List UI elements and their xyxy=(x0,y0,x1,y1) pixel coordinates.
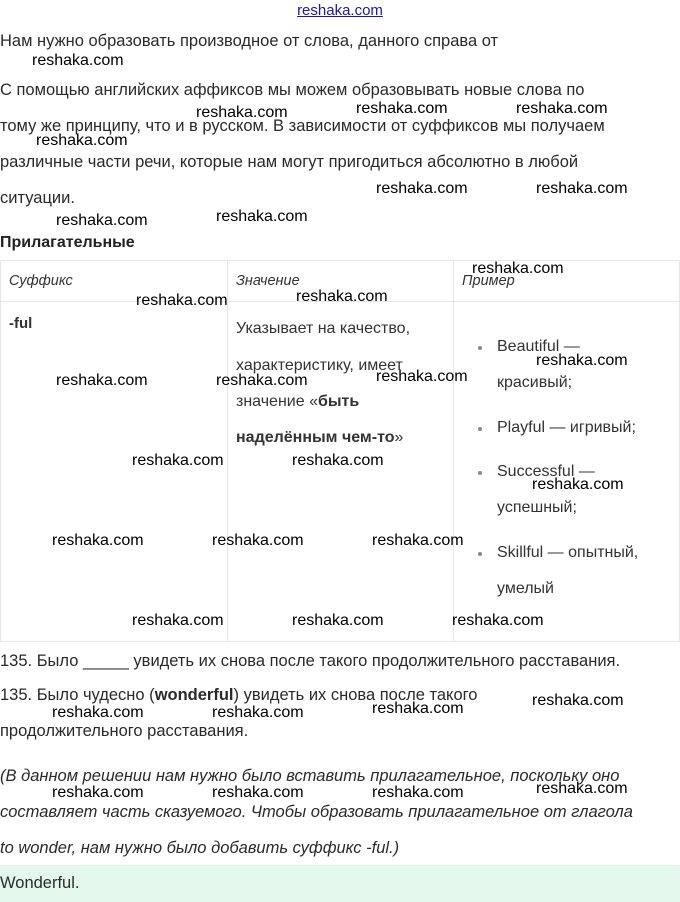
watermark: reshaka.com xyxy=(532,476,624,493)
meaning-bold-text: наделённым чем-то xyxy=(236,429,395,446)
bullet-icon xyxy=(478,427,482,431)
watermark: reshaka.com xyxy=(536,352,628,369)
site-link[interactable]: reshaka.com xyxy=(297,2,383,19)
intro-paragraph-line: различные части речи, которые нам могут пригодиться абсолютно в любой xyxy=(0,153,579,171)
watermark: reshaka.com xyxy=(132,452,224,469)
table-header-suffix: Суффикс xyxy=(9,273,73,289)
section-title: Прилагательные xyxy=(0,234,135,251)
example-item: Skillful — опытный, xyxy=(497,544,639,561)
watermark: reshaka.com xyxy=(36,132,128,149)
watermark: reshaka.com xyxy=(372,532,464,549)
intro-paragraph-line: С помощью английских аффиксов мы можем образовывать новые слова по xyxy=(0,81,585,99)
watermark: reshaka.com xyxy=(536,180,628,197)
example-item: Beautiful — xyxy=(497,338,580,355)
meaning-bold-text: быть xyxy=(317,393,360,410)
bullet-icon xyxy=(478,346,482,350)
suffix-table xyxy=(0,260,680,642)
bullet-icon xyxy=(478,471,482,475)
watermark: reshaka.com xyxy=(212,532,304,549)
watermark: reshaka.com xyxy=(472,260,564,277)
exercise-answer-line: продолжительного расставания. xyxy=(0,722,249,740)
watermark: reshaka.com xyxy=(292,452,384,469)
watermark: reshaka.com xyxy=(372,784,464,801)
meaning-line: Указывает на качество, xyxy=(236,320,411,337)
meaning-line: характеристику, имеет xyxy=(236,357,403,374)
exercise-task: 135. Было _____ увидеть их снова после такого продолжительного расставания. xyxy=(0,652,621,670)
answer-bold-word: wonderful xyxy=(154,686,234,704)
example-item-cont: умелый xyxy=(497,580,554,597)
explanation-line: составляет часть сказуемого. Чтобы образовать прилагательное от глагола xyxy=(0,803,633,821)
watermark: reshaka.com xyxy=(216,372,308,389)
watermark: reshaka.com xyxy=(52,784,144,801)
watermark: reshaka.com xyxy=(452,612,544,629)
intro-paragraph-line: ситуации. xyxy=(0,189,75,207)
meaning-line xyxy=(236,429,403,447)
example-item: Playful — игривый; xyxy=(497,419,636,436)
explanation-line: to wonder, нам нужно было добавить суффикс -ful.) xyxy=(0,839,400,857)
watermark: reshaka.com xyxy=(516,100,608,117)
watermark: reshaka.com xyxy=(356,100,448,117)
watermark: reshaka.com xyxy=(136,292,228,309)
watermark: reshaka.com xyxy=(372,700,464,717)
watermark: reshaka.com xyxy=(56,212,148,229)
watermark: reshaka.com xyxy=(212,784,304,801)
intro-line: Нам нужно образовать производное от слова, данного справа от xyxy=(0,32,499,50)
intro-paragraph-line: тому же принципу, что и в русском. В зависимости от суффиксов мы получаем xyxy=(0,117,605,135)
watermark: reshaka.com xyxy=(216,208,308,225)
watermark: reshaka.com xyxy=(292,612,384,629)
answer-text: ) увидеть их снова после такого xyxy=(233,686,478,704)
watermark: reshaka.com xyxy=(32,52,124,69)
example-item-cont: успешный; xyxy=(497,499,577,516)
watermark: reshaka.com xyxy=(196,104,288,121)
explanation-line: (В данном решении нам нужно было вставить прилагательное, поскольку оно xyxy=(0,767,620,785)
watermark: reshaka.com xyxy=(296,288,388,305)
watermark: reshaka.com xyxy=(52,532,144,549)
watermark: reshaka.com xyxy=(52,704,144,721)
watermark: reshaka.com xyxy=(212,704,304,721)
answer-text: 135. Было чудесно ( xyxy=(0,686,155,704)
watermark: reshaka.com xyxy=(536,780,628,797)
table-header-example: Пример xyxy=(462,273,515,289)
bullet-icon xyxy=(478,552,482,556)
final-answer-box xyxy=(0,865,680,902)
watermark: reshaka.com xyxy=(376,180,468,197)
meaning-line xyxy=(236,393,359,411)
table-header-meaning: Значение xyxy=(236,273,300,289)
column-divider xyxy=(227,261,228,641)
watermark: reshaka.com xyxy=(532,692,624,709)
example-item: Successful — xyxy=(497,463,595,480)
final-answer: Wonderful. xyxy=(0,874,80,892)
watermark: reshaka.com xyxy=(132,612,224,629)
watermark: reshaka.com xyxy=(376,368,468,385)
example-item-cont: красивый; xyxy=(497,374,573,391)
suffix-cell: -ful xyxy=(9,315,33,332)
meaning-text: значение « xyxy=(236,393,318,410)
watermark: reshaka.com xyxy=(56,372,148,389)
meaning-text: » xyxy=(394,429,404,446)
column-divider xyxy=(453,261,454,641)
